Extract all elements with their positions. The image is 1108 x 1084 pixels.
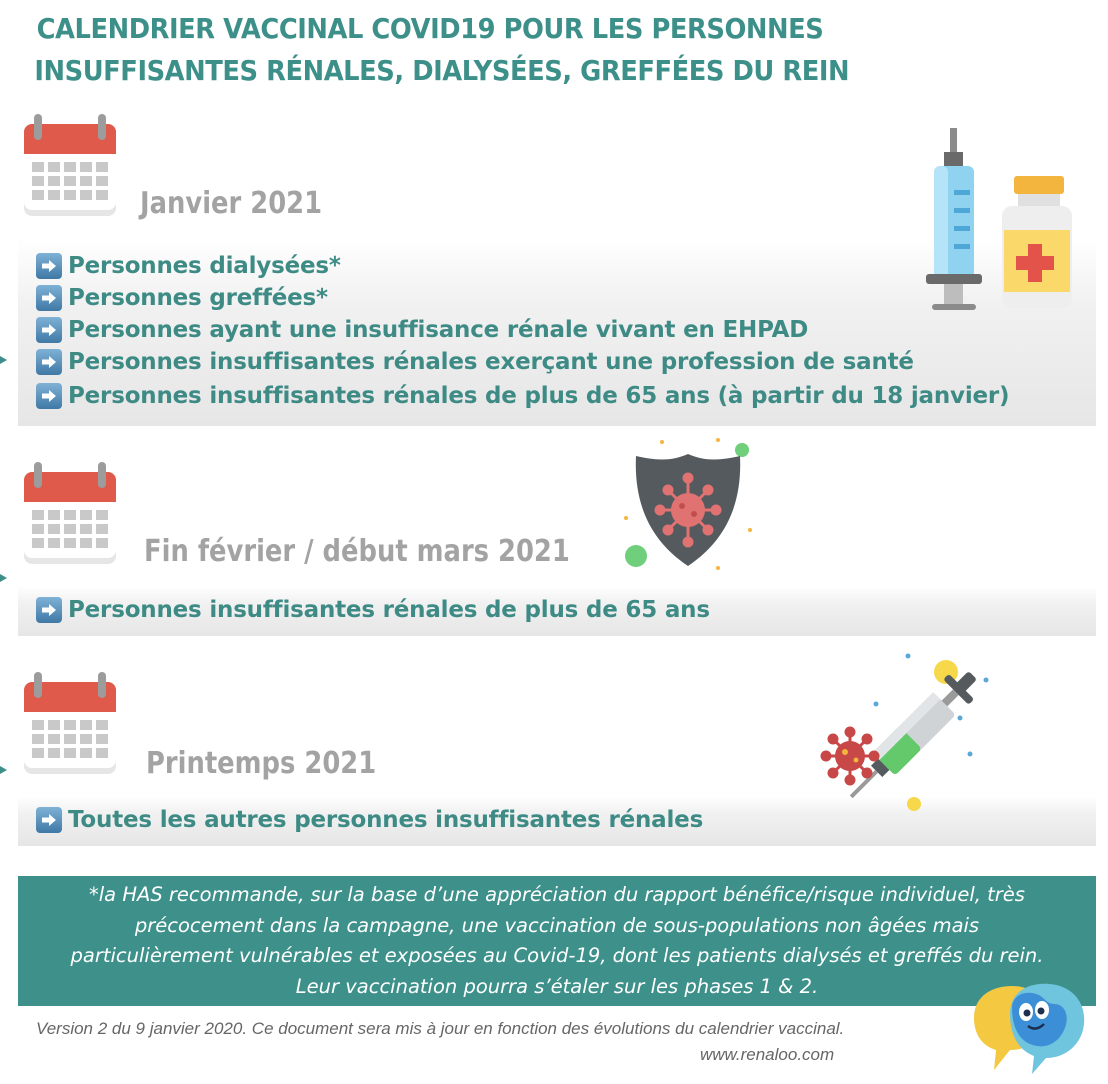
arrow-right-icon (36, 317, 62, 343)
syringe-virus-illustration (812, 646, 998, 826)
syringe-vial-illustration (920, 126, 1080, 312)
list-item: Personnes insuffisantes rénales exerçant une profession de santé (36, 346, 914, 378)
footnote-box (18, 876, 1096, 1006)
list-item: Personnes ayant une insuffisance rénale vivant en EHPAD (36, 314, 808, 346)
calendar-icon (20, 668, 120, 776)
footnote-line: *la HAS recommande, sur la base d’une appréciation du rapport bénéfice/risque individuel, très (89, 883, 1025, 906)
renaloo-mascot-logo (966, 978, 1090, 1080)
left-edge-marker (0, 356, 7, 364)
website-link[interactable]: www.renaloo.com (700, 1045, 835, 1064)
list-item: Personnes greffées* (36, 282, 328, 314)
arrow-right-icon (36, 597, 62, 623)
phase-1-period: Janvier 2021 (140, 186, 323, 221)
arrow-right-icon (36, 253, 62, 279)
list-item: Personnes insuffisantes rénales de plus de 65 ans (à partir du 18 janvier) (36, 380, 1009, 412)
phase-2-period: Fin février / début mars 2021 (144, 534, 570, 569)
arrow-right-icon (36, 807, 62, 833)
calendar-icon (20, 110, 120, 218)
footnote-line: précocement dans la campagne, une vaccination de sous-populations non âgées mais (134, 913, 980, 937)
title-line-1: CALENDRIER VACCINAL COVID19 POUR LES PERSONNES (36, 12, 824, 45)
footnote-line: particulièrement vulnérables et exposées au Covid-19, dont les patients dialysés et greffés du rein. (70, 944, 1044, 967)
phase-3-period: Printemps 2021 (146, 746, 377, 781)
virus-shield-illustration (618, 434, 758, 574)
arrow-right-icon (36, 383, 62, 409)
version-note: Version 2 du 9 janvier 2020. Ce document sera mis à jour en fonction des évolutions du calendrier vaccinal. (36, 1019, 845, 1038)
arrow-right-icon (36, 285, 62, 311)
arrow-right-icon (36, 349, 62, 375)
title-line-2: INSUFFISANTES RÉNALES, DIALYSÉES, GREFFÉES DU REIN (34, 54, 850, 87)
list-item: Toutes les autres personnes insuffisantes rénales (36, 804, 703, 836)
list-item: Personnes insuffisantes rénales de plus de 65 ans (36, 594, 710, 626)
left-edge-marker (0, 766, 7, 774)
list-item: Personnes dialysées* (36, 250, 341, 282)
page-title (34, 8, 850, 92)
left-edge-marker (0, 574, 7, 582)
footnote-line: Leur vaccination pourra s’étaler sur les phases 1 & 2. (295, 974, 819, 998)
calendar-icon (20, 458, 120, 566)
